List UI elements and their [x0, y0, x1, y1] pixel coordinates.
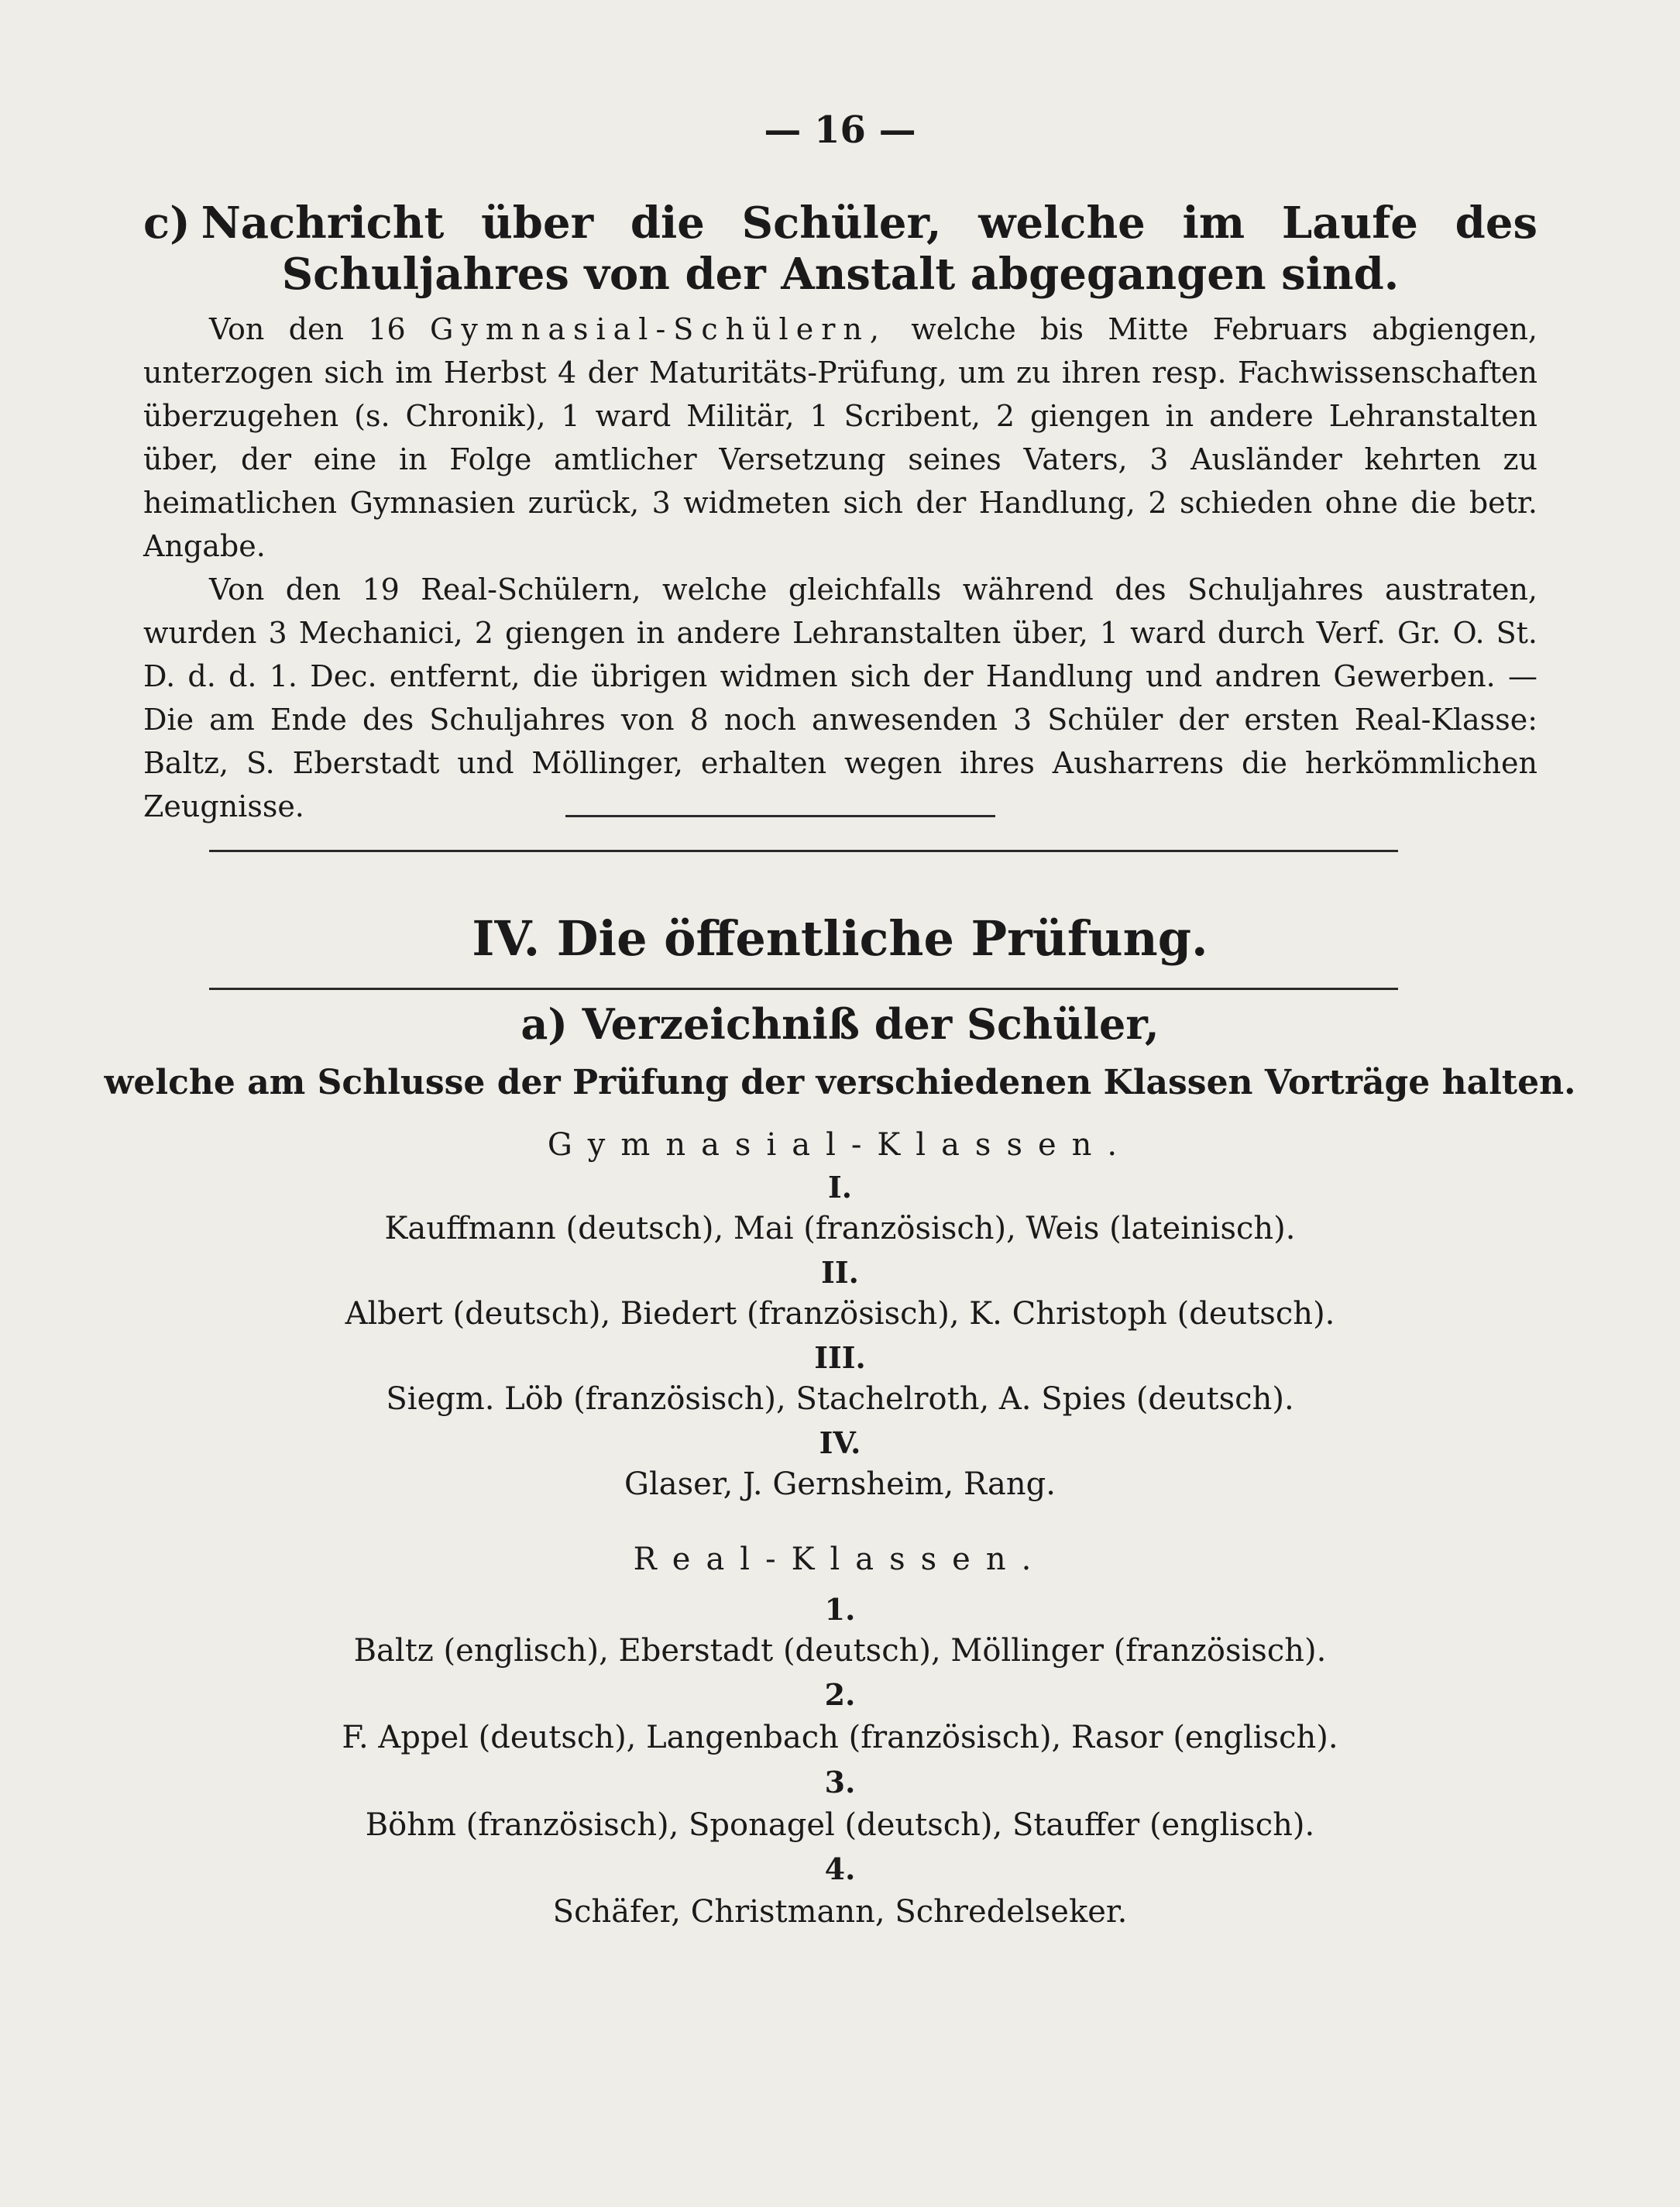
gymnasial-class-2-names: Albert (deutsch), Biedert (französisch), K. Christoph (deutsch). [345, 1296, 1335, 1332]
subtitle-a: a) Verzeichniß der Schüler, [520, 999, 1160, 1049]
divider-under-title [209, 988, 1398, 990]
divider-long [209, 850, 1398, 852]
real-class-4-names: Schäfer, Christmann, Schredelseker. [552, 1894, 1128, 1930]
paragraph-1-rest: welche bis Mitte Februars abgiengen, unterzogen sich im Herbst 4 der Maturitäts-Prüfung, um zu ihren resp. Fachwissenschaften überzugehen (s. Chronik), 1 ward Militär, 1 Scribent, 2 giengen in andere Lehranstalten über, der eine in Folge amtlicher Versetzung seines Vaters, 3 Ausländer kehrten zu heimatlichen Gymnasien zurück, 3 widmeten sich der Handlung, 2 schieden ohne die betr. Angabe. [143, 312, 1537, 563]
gymnasial-class-1-names: Kauffmann (deutsch), Mai (französisch), Weis (lateinisch). [384, 1211, 1296, 1246]
real-class-3-names: Böhm (französisch), Sponagel (deutsch), Stauffer (englisch). [365, 1807, 1315, 1843]
divider-short [565, 815, 995, 817]
real-class-2-number: 2. [824, 1677, 856, 1712]
subtitle-b: welche am Schlusse der Prüfung der verschiedenen Klassen Vorträge halten. [104, 1063, 1576, 1102]
gymnasial-class-4-number: IV. [819, 1425, 861, 1460]
section-c-paragraph-1 [143, 308, 1537, 568]
gymnasial-heading: Gymnasial-Klassen. [547, 1127, 1133, 1163]
section-c-heading [143, 198, 1537, 300]
section-c-label: c) [143, 198, 191, 249]
real-heading: Real-Klassen. [633, 1542, 1047, 1577]
real-class-1-number: 1. [824, 1592, 856, 1627]
section-c-paragraph-2: Von den 19 Real-Schülern, welche gleichfalls während des Schuljahres austraten, wurden 3 Mechanici, 2 giengen in andere Lehranstalten über, 1 ward durch Verf. Gr. O. St. D. d. d. 1. Dec. entfernt, die übrigen widmen sich der Handlung und andren Gewerben. — Die am Ende des Schuljahres von 8 noch anwesenden 3 Schüler der ersten Real-Klasse: Baltz, S. Eberstadt und Möllinger, erhalten wegen ihres Ausharrens die herkömmlichen Zeugnisse. [143, 572, 1537, 823]
section-c [143, 198, 1537, 828]
gymnasial-class-3-names: Siegm. Löb (französisch), Stachelroth, A. Spies (deutsch). [386, 1381, 1294, 1417]
gymnasial-class-2-number: II. [821, 1255, 859, 1290]
gymnasial-class-1-number: I. [827, 1170, 852, 1205]
page-number: — 16 — [764, 108, 916, 152]
paragraph-1-lead: Von den 16 [209, 312, 406, 346]
gymnasial-class-3-number: III. [814, 1340, 866, 1375]
real-class-2-names: F. Appel (deutsch), Langenbach (französisch), Rasor (englisch). [342, 1720, 1338, 1755]
section-iv-title: IV. Die öffentliche Prüfung. [472, 910, 1208, 967]
real-class-3-number: 3. [824, 1765, 856, 1800]
real-class-1-names: Baltz (englisch), Eberstadt (deutsch), Möllinger (französisch). [353, 1633, 1327, 1669]
section-c-title: Nachricht über die Schüler, welche im Laufe des Schuljahres von der Anstalt abgegangen sind. [201, 198, 1537, 300]
paragraph-1-spaced-term: Gymnasial-Schülern, [430, 312, 887, 346]
real-class-4-number: 4. [824, 1851, 856, 1886]
gymnasial-class-4-names: Glaser, J. Gernsheim, Rang. [624, 1466, 1056, 1502]
